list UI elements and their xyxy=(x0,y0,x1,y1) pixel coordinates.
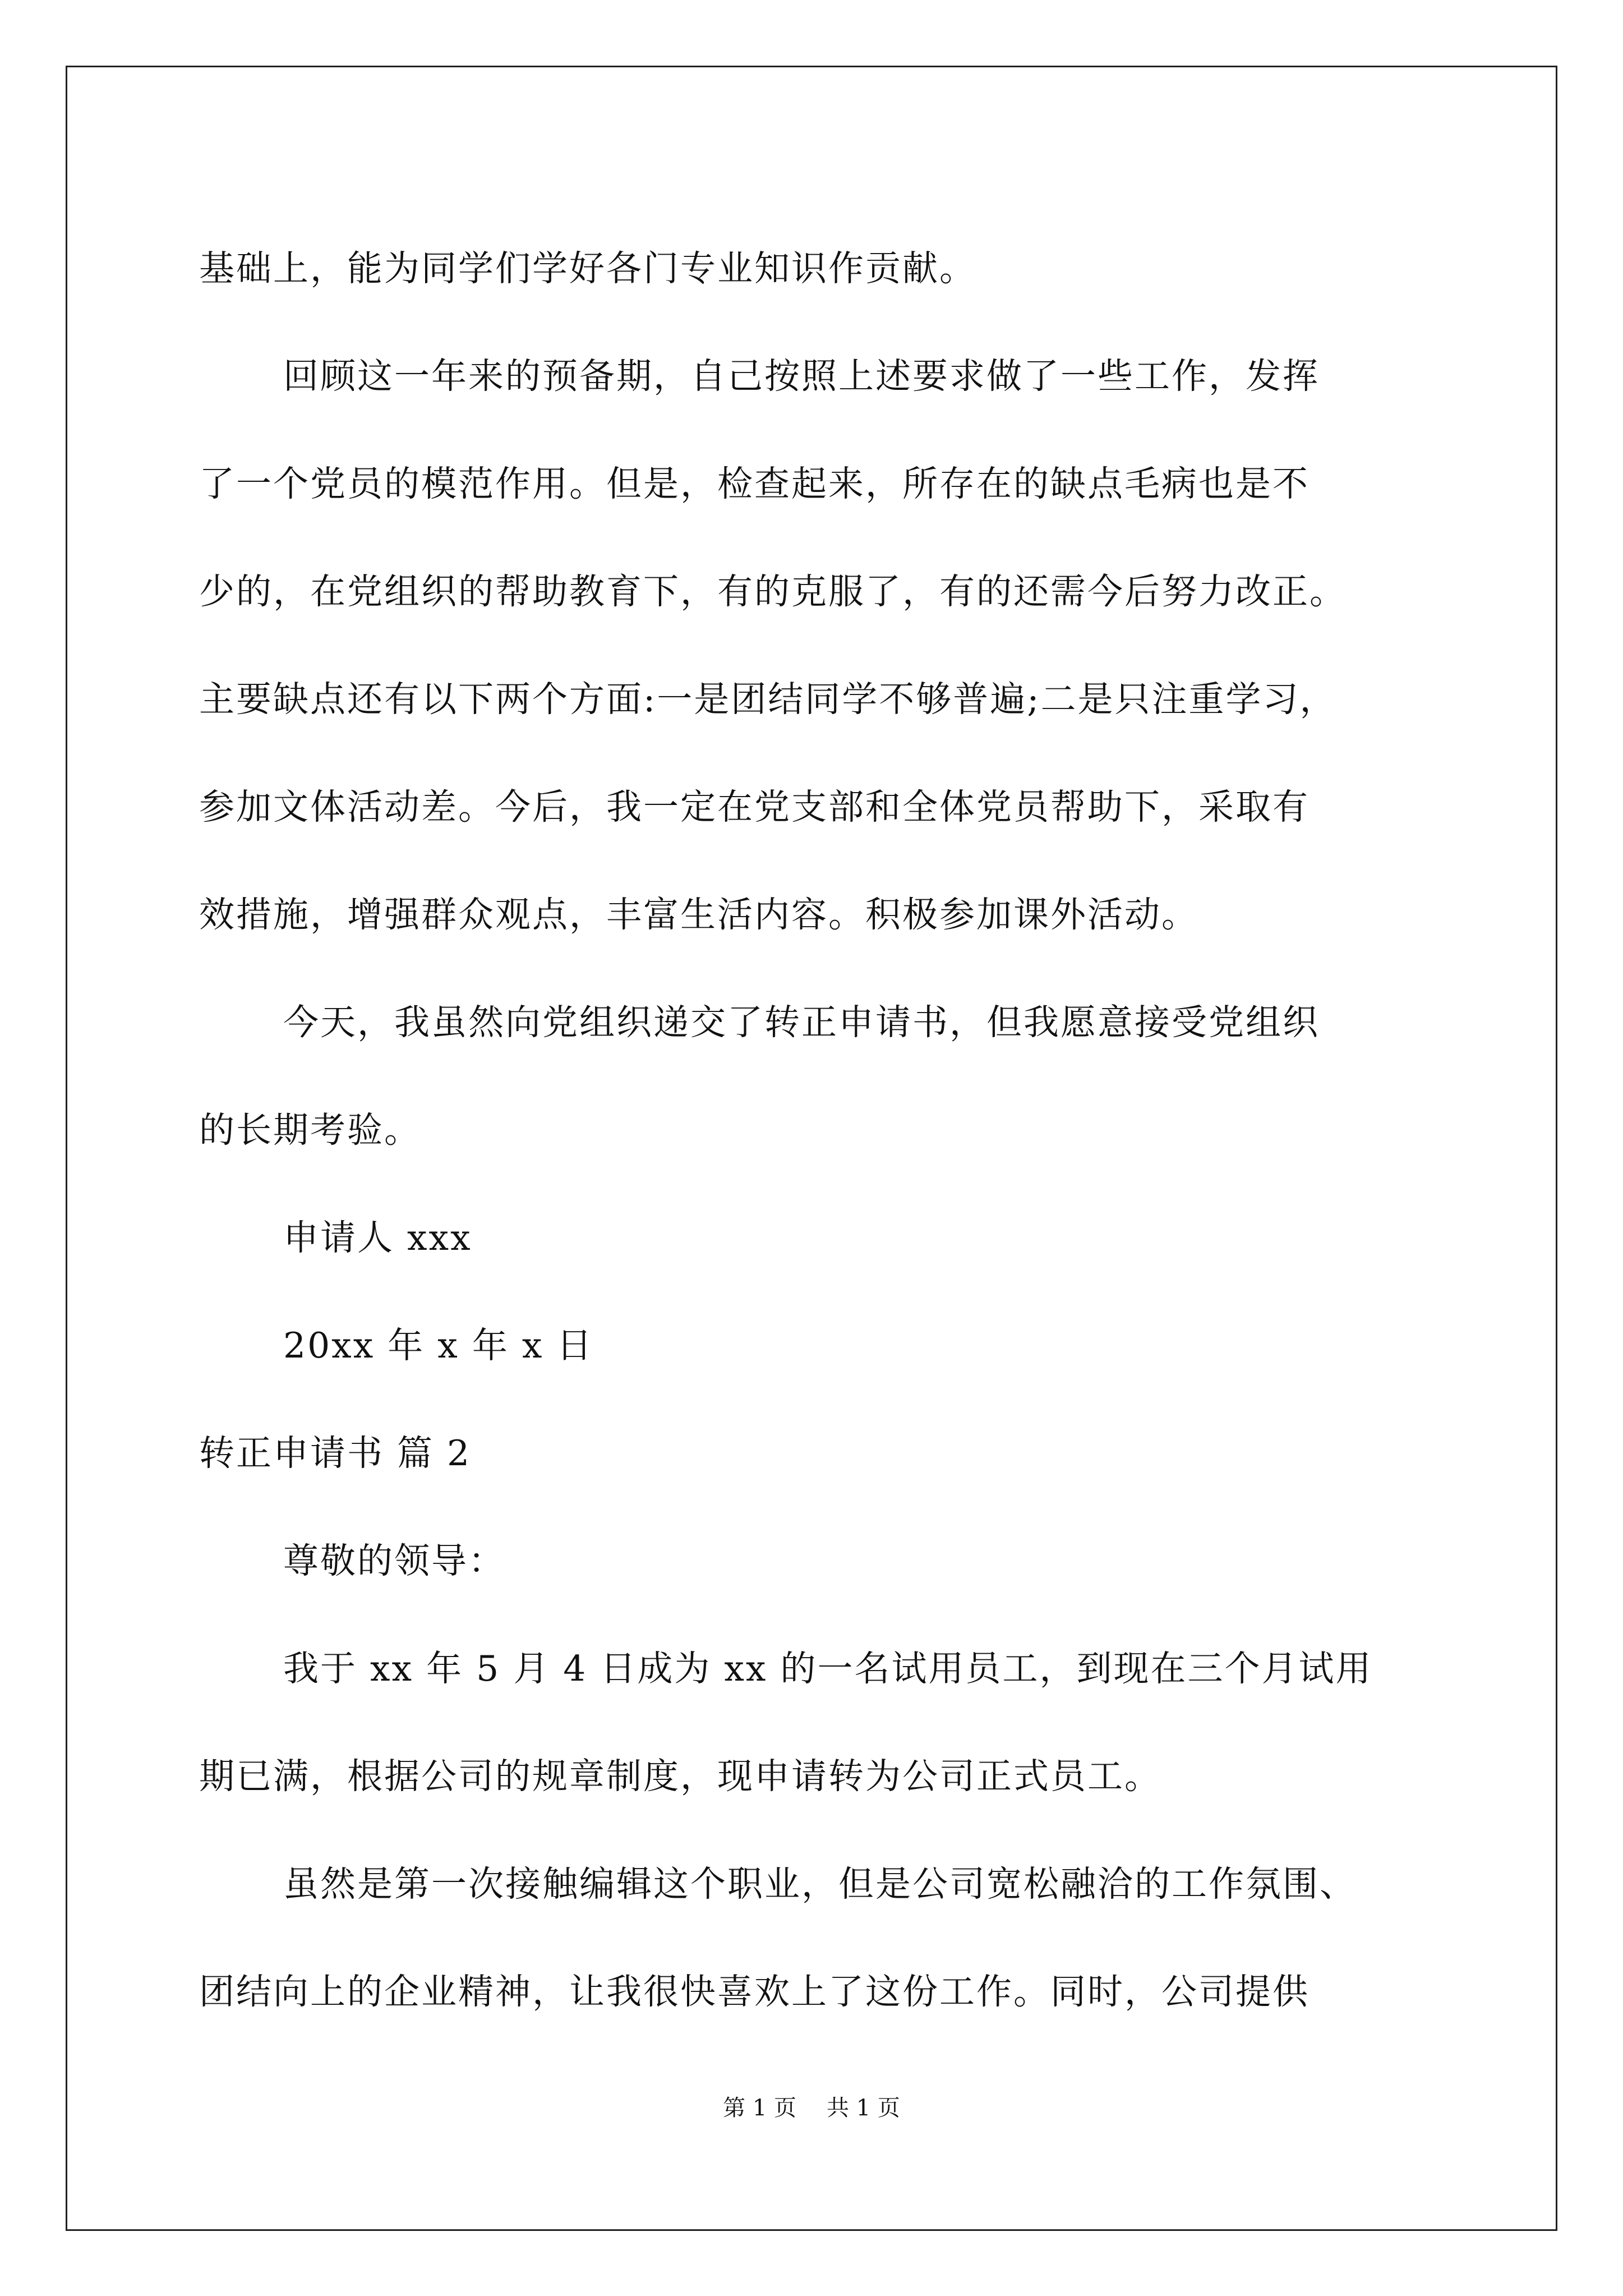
text-line: 期已满，根据公司的规章制度，现申请转为公司正式员工。 xyxy=(199,1756,1161,1797)
application-date: 20xx 年 x 年 x 日 xyxy=(283,1325,594,1366)
text-line: 参加文体活动差。今后，我一定在党支部和全体党员帮助下，采取有 xyxy=(199,786,1310,827)
document-body xyxy=(199,215,1430,2046)
text-line: 我于 xx 年 5 月 4 日成为 xx 的一名试用员工，到现在三个月试用 xyxy=(283,1648,1373,1689)
section-heading: 转正申请书 篇 2 xyxy=(199,1433,472,1474)
text-line: 基础上，能为同学们学好各门专业知识作贡献。 xyxy=(199,248,976,289)
salutation: 尊敬的领导： xyxy=(283,1540,505,1581)
page-number: 第 1 页 xyxy=(723,2095,796,2121)
text-line: 的长期考验。 xyxy=(199,1110,421,1151)
text-line: 效措施，增强群众观点，丰富生活内容。积极参加课外活动。 xyxy=(199,894,1198,935)
text-line: 了一个党员的模范作用。但是，检查起来，所存在的缺点毛病也是不 xyxy=(199,463,1310,504)
applicant-signature: 申请人 xxx xyxy=(283,1217,472,1258)
page-total: 共 1 页 xyxy=(827,2095,900,2121)
text-line: 主要缺点还有以下两个方面:一是团结同学不够普遍;二是只注重学习， xyxy=(199,679,1337,720)
text-line: 少的，在党组织的帮助教育下，有的克服了，有的还需今后努力改正。 xyxy=(199,571,1347,612)
text-line: 团结向上的企业精神，让我很快喜欢上了这份工作。同时，公司提供 xyxy=(199,1971,1310,2012)
text-line: 虽然是第一次接触编辑这个职业，但是公司宽松融洽的工作氛围、 xyxy=(283,1864,1357,1904)
text-line: 今天，我虽然向党组织递交了转正申请书，但我愿意接受党组织 xyxy=(283,1002,1320,1043)
page-footer xyxy=(0,2091,1623,2125)
text-line: 回顾这一年来的预备期，自己按照上述要求做了一些工作，发挥 xyxy=(283,356,1320,397)
